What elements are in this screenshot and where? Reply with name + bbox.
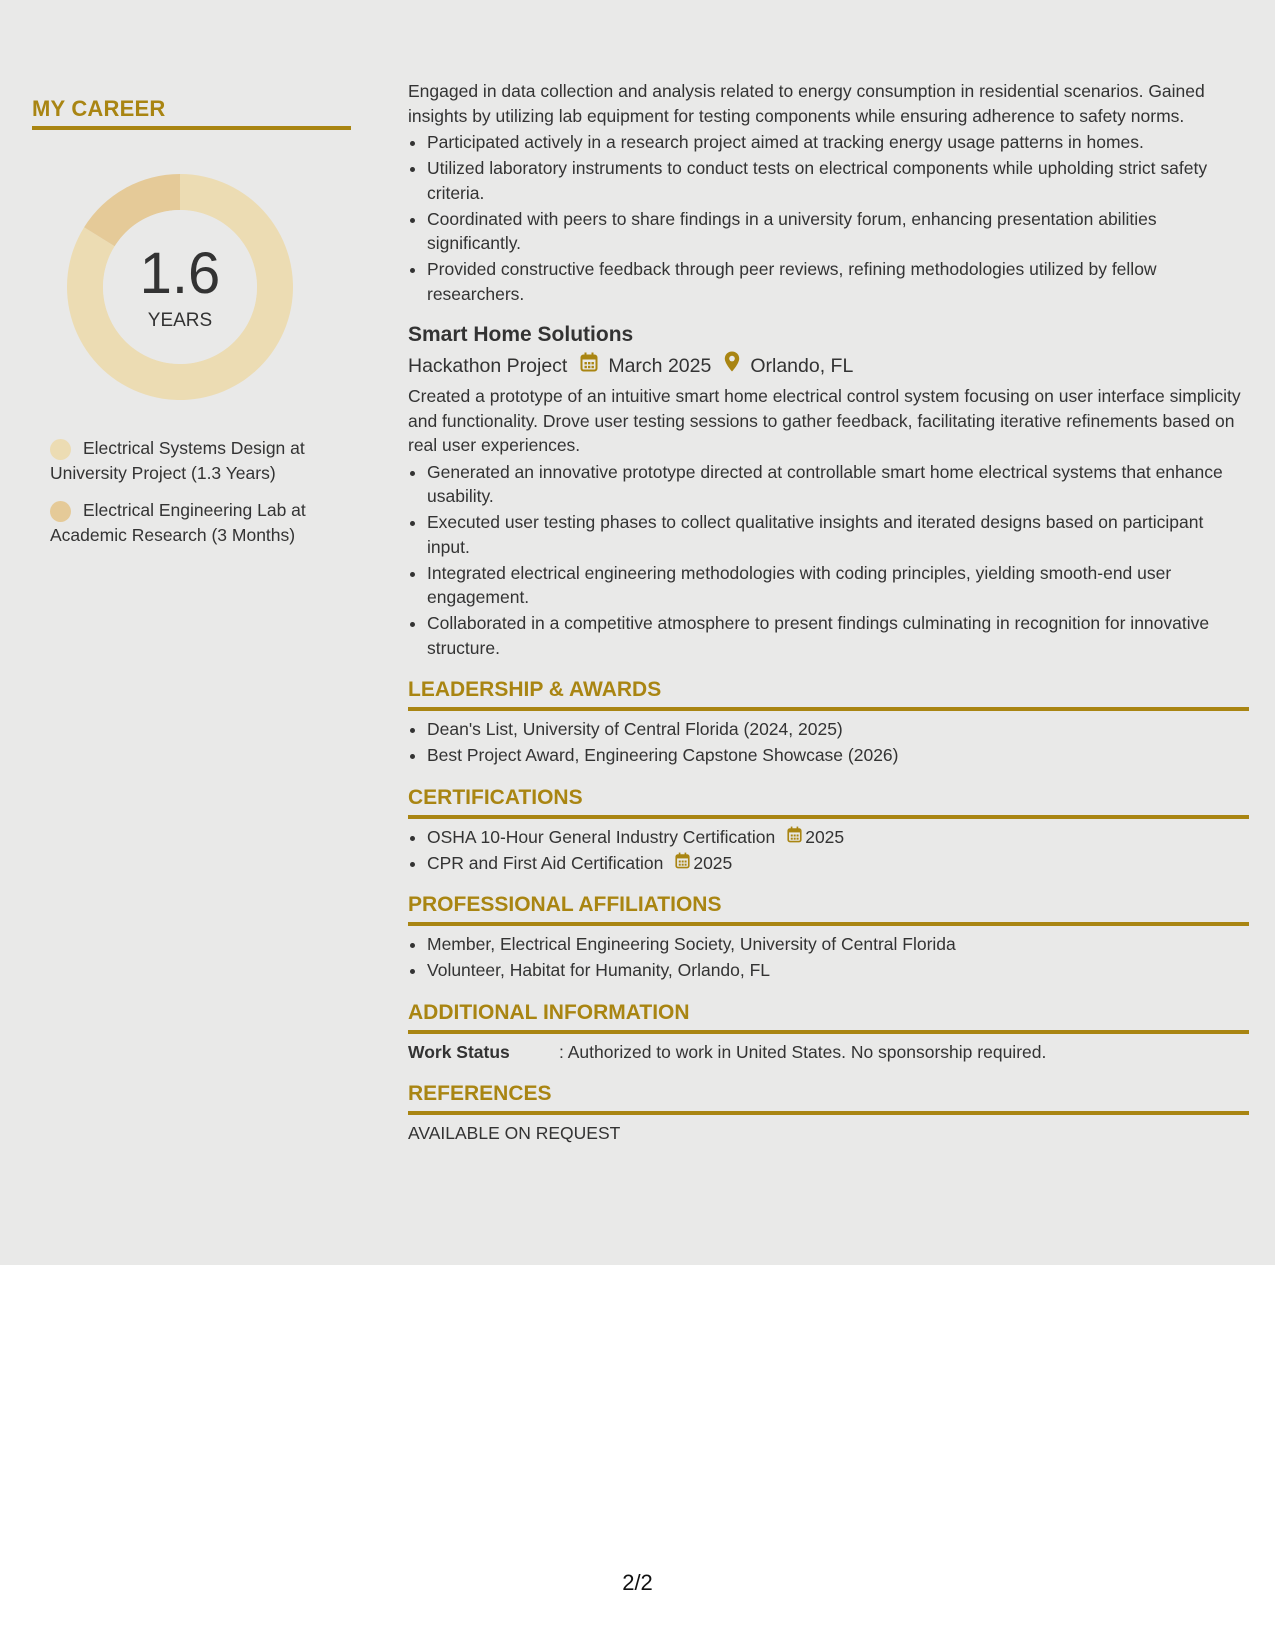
certification-name: • CPR and First Aid Certification [427,852,664,873]
certifications-list [408,825,1249,876]
list-item: • Best Project Award, Engineering Capstone Showcase (2026) [427,743,1249,768]
legend-label: Electrical Systems Design at University Project (1.3 Years) [50,438,305,483]
list-item: • Member, Electrical Engineering Society, University of Central Florida [427,932,1249,957]
project-title: Smart Home Solutions [408,323,634,346]
calendar-icon [580,351,598,381]
career-total-value: 1.6 [139,241,221,306]
work-status-label: Work Status [408,1041,510,1062]
calendar-icon [787,825,802,850]
map-pin-icon [724,351,740,381]
project-meta [408,351,1249,381]
references-heading: REFERENCES [408,1081,1249,1115]
experience-bullets [408,130,1249,306]
references-text: AVAILABLE ON REQUEST [408,1123,621,1143]
list-item: • Volunteer, Habitat for Humanity, Orlando, FL [427,958,1249,983]
work-status-value: : Authorized to work in United States. No sponsorship required. [559,1041,1047,1062]
affiliations-list [408,932,1249,983]
affiliations-heading: PROFESSIONAL AFFILIATIONS [408,892,1249,926]
legend-item [50,498,350,548]
leadership-list [408,717,1249,768]
project-date: March 2025 [608,355,712,377]
calendar-icon [675,851,690,876]
legend-dot [50,501,71,522]
career-legend [50,436,350,548]
certification-name: • OSHA 10-Hour General Industry Certification [427,826,776,847]
list-item: • Provided constructive feedback through peer reviews, refining methodologies utilized by fellow researchers. [427,257,1249,306]
page-number: 2/2 [622,1570,653,1595]
legend-item [50,436,350,486]
legend-dot [50,439,71,460]
project-bullets [408,460,1249,661]
experience-summary: Engaged in data collection and analysis related to energy consumption in residential scenarios. Gained insights by utilizing lab equipment for testing components while ensuring adherence to safety norms. [408,81,1205,126]
list-item: • Utilized laboratory instruments to conduct tests on electrical components while upholding strict safety criteria. [427,156,1249,205]
project-location: Orlando, FL [750,355,854,377]
list-item [427,825,1249,850]
sidebar [32,96,351,560]
legend-label: Electrical Engineering Lab at Academic Research (3 Months) [50,500,306,545]
work-status-row [408,1040,1249,1065]
certification-line [427,825,844,850]
main-content [408,79,1249,1146]
list-item: • Participated actively in a research project aimed at tracking energy usage patterns in homes. [427,130,1249,155]
certification-year: 2025 [693,852,733,873]
list-item: • Generated an innovative prototype directed at controllable smart home electrical systems that enhance usability. [427,460,1249,509]
list-item: • Coordinated with peers to share findings in a university forum, enhancing presentation abilities significantly. [427,207,1249,256]
list-item: • Dean's List, University of Central Florida (2024, 2025) [427,717,1249,742]
project-type: Hackathon Project [408,355,568,377]
project-summary: Created a prototype of an intuitive smart home electrical control system focusing on user interface simplicity and functionality. Drove user testing sessions to gather feedback, facilitating iterative refinements based on real user experiences. [408,386,1241,455]
leadership-heading: LEADERSHIP & AWARDS [408,677,1249,711]
career-donut-chart [67,174,293,400]
additional-info-heading: ADDITIONAL INFORMATION [408,1000,1249,1034]
career-heading: MY CAREER [32,96,351,130]
list-item: • Collaborated in a competitive atmosphere to present findings culminating in recognition for innovative structure. [427,611,1249,660]
list-item: • Integrated electrical engineering methodologies with coding principles, yielding smooth-end user engagement. [427,561,1249,610]
career-total-unit: YEARS [147,310,213,331]
certifications-heading: CERTIFICATIONS [408,785,1249,819]
list-item [427,851,1249,876]
certification-line [427,851,732,876]
certification-year: 2025 [805,826,845,847]
list-item: • Executed user testing phases to collect qualitative insights and iterated designs based on participant input. [427,510,1249,559]
